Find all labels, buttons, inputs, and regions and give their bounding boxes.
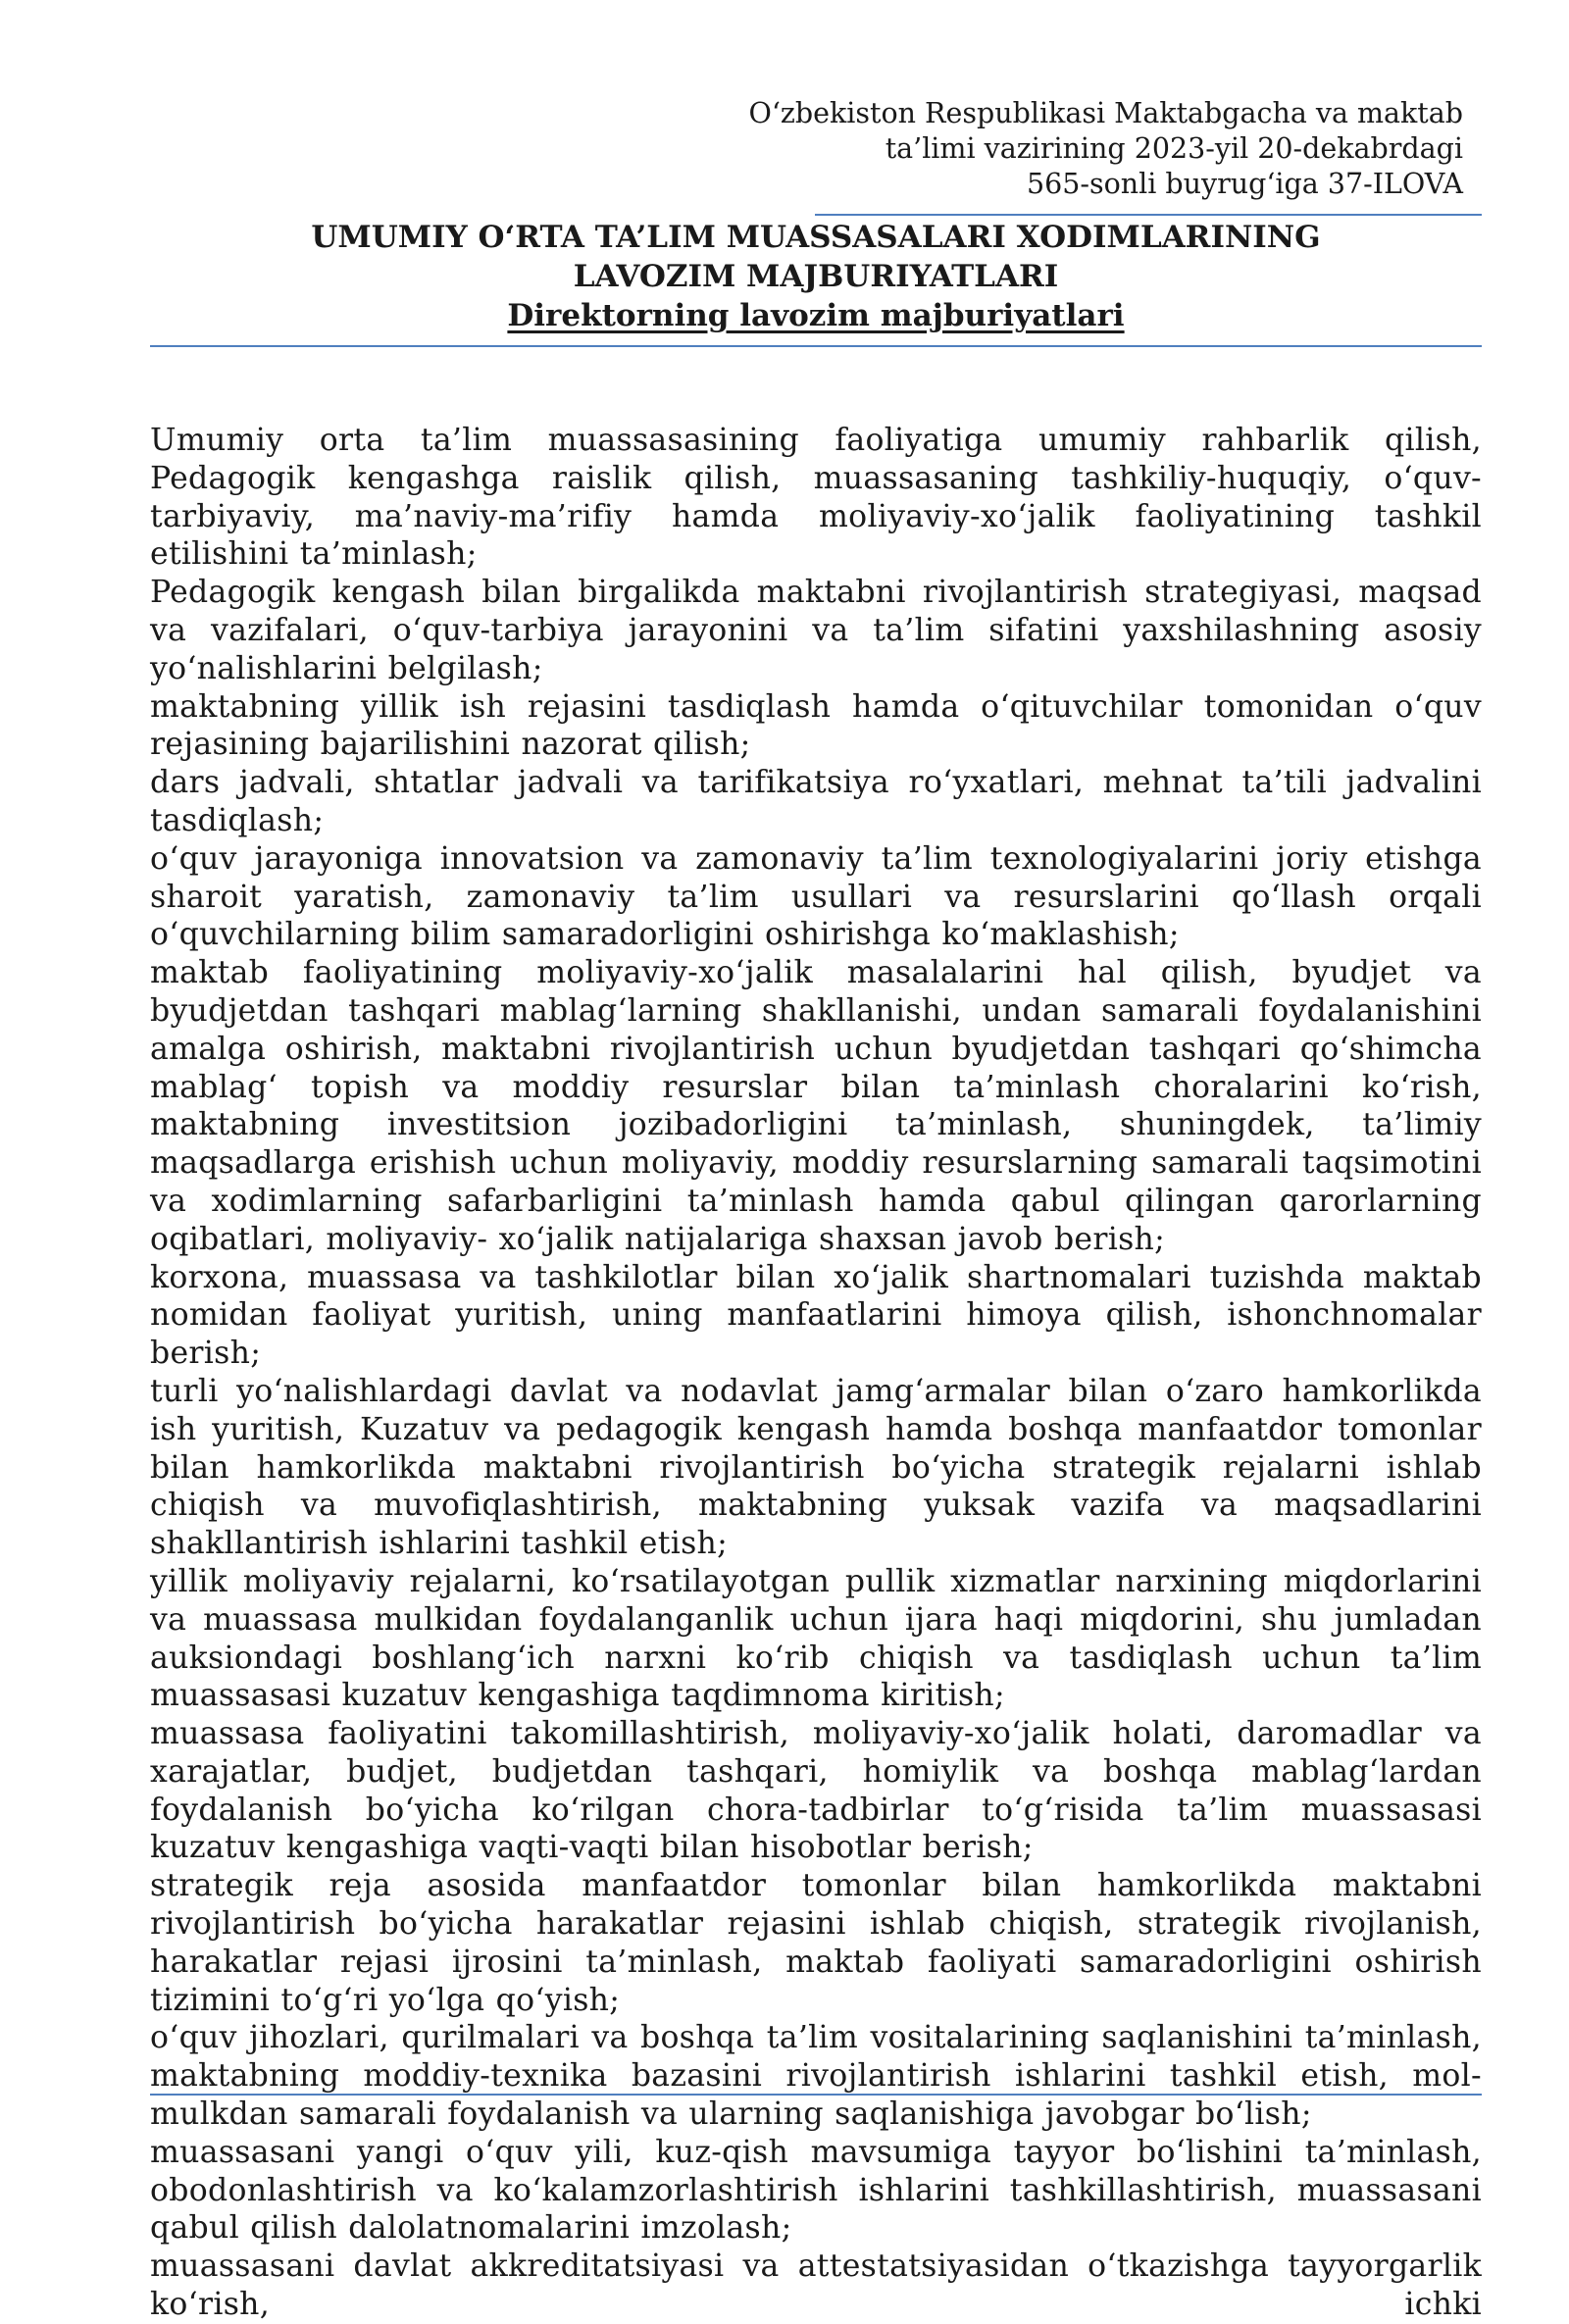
duty-paragraph: Umumiy orta ta’lim muassasasining faoliyatiga umumiy rahbarlik qilish, Pedagogik kengashga raislik qilish, muassasaning tashkiliy-huquqiy, o‘quv-tarbiyaviy, ma’naviy-ma’rifiy hamda moliyaviy-xo‘jalik faoliyatining tashkil etilishini ta’minlash; — [150, 423, 1482, 573]
duty-paragraph: maktab faoliyatining moliyaviy-xo‘jalik masalalarini hal qilish, byudjet va byudjetdan tashqari mablag‘larning shakllanishi, undan samarali foydalanishini amalga oshirish, maktabni rivojlantirish uchun byudjetdan tashqari qo‘shimcha mablag‘ topish va moddiy resurslar bilan ta’minlash choralarini ko‘rish, maktabning investitsion jozibadorligini ta’minlash, shuningdek, ta’limiy maqsadlarga erishish uchun moliyaviy, moddiy resurslarning samarali taqsimotini va xodimlarning safarbarligini ta’minlash hamda qabul qilingan qarorlarning oqibatlari, moliyaviy- xo‘jalik natijalariga shaxsan javob berish; — [150, 955, 1482, 1257]
duty-paragraph: turli yo‘nalishlardagi davlat va nodavlat jamg‘armalar bilan o‘zaro hamkorlikda ish yuritish, Kuzatuv va pedagogik kengash hamda boshqa manfaatdor tomonlar bilan hamkorlikda maktabni rivojlantirish bo‘yicha strategik rejalarni ishlab chiqish va muvofiqlashtirish, maktabning yuksak vazifa va maqsadlarini shakllantirish ishlarini tashkil etish; — [150, 1373, 1482, 1562]
duty-paragraph: muassasa faoliyatini takomillashtirish, moliyaviy-xo‘jalik holati, daromadlar va xarajatlar, budjet, budjetdan tashqari, homiylik va boshqa mablag‘lardan foydalanish bo‘yicha ko‘rilgan chora-tadbirlar to‘g‘risida ta’lim muassasasi kuzatuv kengashiga vaqti-vaqti bilan hisobotlar berish; — [150, 1716, 1482, 1866]
approval-line: O‘zbekiston Respublikasi Maktabgacha va maktab — [748, 97, 1463, 129]
heading-line: LAVOZIM MAJBURIYATLARI — [573, 259, 1059, 294]
document-heading — [150, 218, 1482, 335]
duty-paragraph: o‘quv jihozlari, qurilmalari va boshqa ta’lim vositalarining saqlanishini ta’minlash, maktabning moddiy-texnika bazasini rivojlantirish ishlarini tashkil etish, mol-mulkdan samarali foydalanish va ularning saqlanishiga javobgar bo‘lish; — [150, 2020, 1482, 2133]
document-body — [150, 422, 1482, 2324]
approval-line: ta’limi vazirining 2023-yil 20-dekabrdagi — [885, 132, 1463, 165]
duty-paragraph: yillik moliyaviy rejalarni, ko‘rsatilayotgan pullik xizmatlar narxining miqdorlarini va muassasa mulkidan foydalanganlik uchun ijara haqi miqdorini, shu jumladan auksiondagi boshlang‘ich narxni ko‘rib chiqish va tasdiqlash uchun ta’lim muassasasi kuzatuv kengashiga taqdimnoma kiritish; — [150, 1563, 1482, 1714]
approval-note — [718, 96, 1463, 202]
duty-paragraph: muassasani davlat akkreditatsiyasi va attestatsiyasidan o‘tkazishga tayyorgarlik ko‘rish, ichki — [150, 2248, 1482, 2323]
duty-paragraph: muassasani yangi o‘quv yili, kuz-qish mavsumiga tayyor bo‘lishini ta’minlash, obodonlashtirish va ko‘kalamzorlashtirish ishlarini tashkillashtirish, muassasani qabul qilish dalolatnomalarini imzolash; — [150, 2134, 1482, 2247]
duty-paragraph: strategik reja asosida manfaatdor tomonlar bilan hamkorlikda maktabni rivojlantirish bo‘yicha harakatlar rejasini ishlab chiqish, strategik rivojlanish, harakatlar rejasi ijrosini ta’minlash, maktab faoliyati samaradorligini oshirish tizimini to‘g‘ri yo‘lga qo‘yish; — [150, 1868, 1482, 2018]
heading-divider — [150, 345, 1482, 347]
heading-line: UMUMIY O‘RTA TA’LIM MUASSASALARI XODIMLARINING — [311, 220, 1321, 255]
heading-subtitle: Direktorning lavozim majburiyatlari — [507, 298, 1125, 333]
duty-paragraph: o‘quv jarayoniga innovatsion va zamonaviy ta’lim texnologiyalarini joriy etishga sharoit yaratish, zamonaviy ta’lim usullari va resurslarini qo‘llash orqali o‘quvchilarning bilim samaradorligini oshirishga ko‘maklashish; — [150, 840, 1482, 953]
page-footer-divider — [150, 2094, 1482, 2096]
duty-paragraph: Pedagogik kengash bilan birgalikda maktabni rivojlantirish strategiyasi, maqsad va vazifalari, o‘quv-tarbiya jarayonini va ta’lim sifatini yaxshilashning asosiy yo‘nalishlarini belgilash; — [150, 575, 1482, 686]
approval-divider — [815, 214, 1482, 216]
duty-paragraph: maktabning yillik ish rejasini tasdiqlash hamda o‘qituvchilar tomonidan o‘quv rejasining bajarilishini nazorat qilish; — [150, 688, 1482, 763]
duty-paragraph: korxona, muassasa va tashkilotlar bilan xo‘jalik shartnomalari tuzishda maktab nomidan faoliyat yuritish, uning manfaatlarini himoya qilish, ishonchnomalar berish; — [150, 1259, 1482, 1372]
approval-line: 565-sonli buyrug‘iga 37-ILOVA — [1026, 168, 1463, 200]
duty-paragraph: dars jadvali, shtatlar jadvali va tarifikatsiya ro‘yxatlari, mehnat ta’tili jadvalini tasdiqlash; — [150, 765, 1482, 838]
